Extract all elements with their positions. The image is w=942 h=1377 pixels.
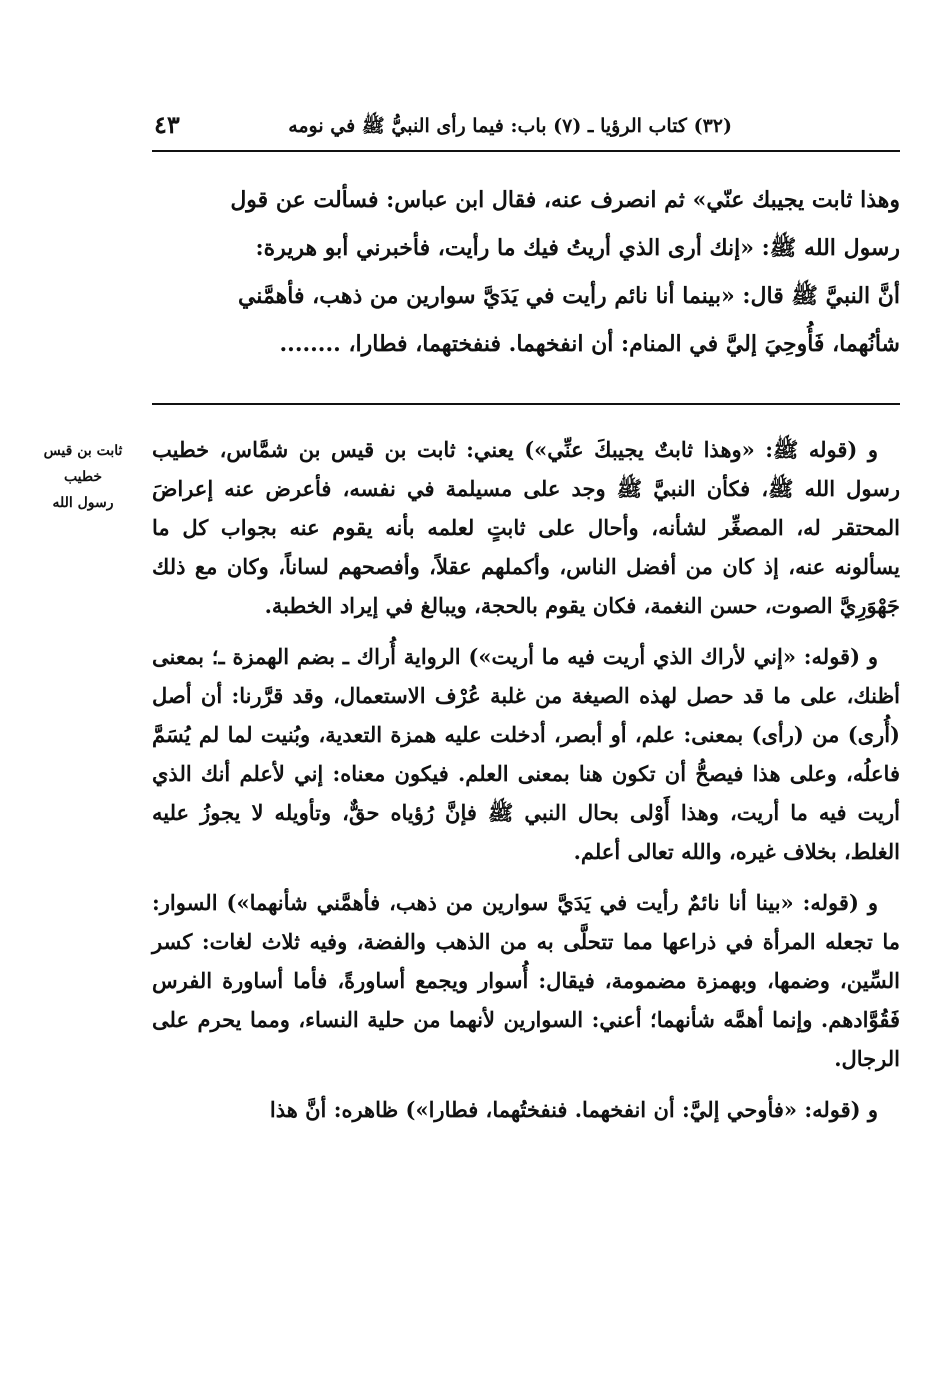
commentary-paragraph: و (قوله: «إني لأراك الذي أريت فيه ما أريت») الرواية أُراك ـ بضم الهمزة ـ؛ بمعنى أظنك، على ما قد حصل لهذه الصيغة من غلبة عُرْف الاستعمال، وقد قرَّرنا: أن أصل (أُرى) من (رأى) بمعنى: علم، أو أبصر، أدخلت عليه همزة التعدية، وبُنيت لما لم يُسَمَّ فاعلُه، وعلى هذا فيصحُّ أن تكون هنا بمعنى العلم. فيكون معناه: إني لأعلم أنك الذي أريت فيه ما أريت، وهذا أَوْلى بحال النبي ﷺ فإنَّ رُؤياه حقٌّ، وتأويله لا يجوزُ عليه الغلط، بخلاف غيره، والله تعالى أعلم. [152,644,900,864]
margin-note [24,438,142,516]
margin-note-line: خطيب [63,469,103,485]
page-number: ٤٣ [154,110,180,139]
margin-note-line: ثابت بن قيس [43,443,123,459]
page-header [152,108,900,148]
commentary-paragraph: و (قوله: «بينا أنا نائمٌ رأيت في يَدَيَّ سوارين من ذهب، فأهمَّني شأنهما») السوار: ما تجعله المرأة في ذراعها مما تتحلَّى به من الذهب والفضة، وفيه ثلاث لغات: كسر السِّين، وضمها، وبهمزة مضمومة، فيقال: أُسوار ويجمع أساورةً، فأما أساورة الفرس فَقُوَّادهم. وإنما أهمَّه شأنهما؛ أعني: السوارين لأنهما من حلية النساء، ومما يحرم على الرجال. [152,890,900,1071]
header-rule [152,150,900,152]
hadith-line: وهذا ثابت يجيبك عنّي» ثم انصرف عنه، فقال ابن عباس: فسألت عن قول [230,187,900,213]
hadith-line: شأنُهما، فَأُوحِيَ إليَّ في المنام: أن انفخهما. فنفختهما، فطارا، ........ [279,331,900,357]
commentary-paragraph: و (قوله: «فأوحي إليَّ: أن انفخهما. فنفختُهما، فطارا») ظاهره: أنَّ هذا [269,1097,878,1122]
commentary-text [152,430,900,1141]
commentary-paragraph: و (قوله ﷺ: «وهذا ثابتٌ يجيبكَ عنِّي») يعني: ثابت بن قيس بن شمَّاس، خطيب رسول الله ﷺ، فكأن النبيَّ ﷺ وجد على مسيلمة في نفسه، فأعرض عنه إعراضَ المحتقر له، المصغِّر لشأنه، وأحال على ثابتٍ لعلمه بأنه يقوم عنه بجواب كل ما يسألونه عنه، إذ كان من أفضل الناس، وأكملهم عقلاً، وأفصحهم لساناً، وكان مع ذلك جَهْوَرِيَّ الصوت، حسن النغمة، فكان يقوم بالحجة، ويبالغ في إيراد الخطبة. [152,437,900,618]
hadith-line: أنَّ النبيَّ ﷺ قال: «بينما أنا نائم رأيت في يَدَيَّ سوارين من ذهب، فأهمَّني [237,283,900,309]
hadith-text [152,176,900,368]
margin-note-line: رسول الله [52,495,114,511]
section-divider [152,403,900,405]
hadith-line: رسول الله ﷺ: «إنك أرى الذي أريتُ فيك ما رأيت، فأخبرني أبو هريرة: [255,235,900,261]
running-head: (٣٢) كتاب الرؤيا ـ (٧) باب: فيما رأى النبيُّ ﷺ في نومه [288,115,732,137]
